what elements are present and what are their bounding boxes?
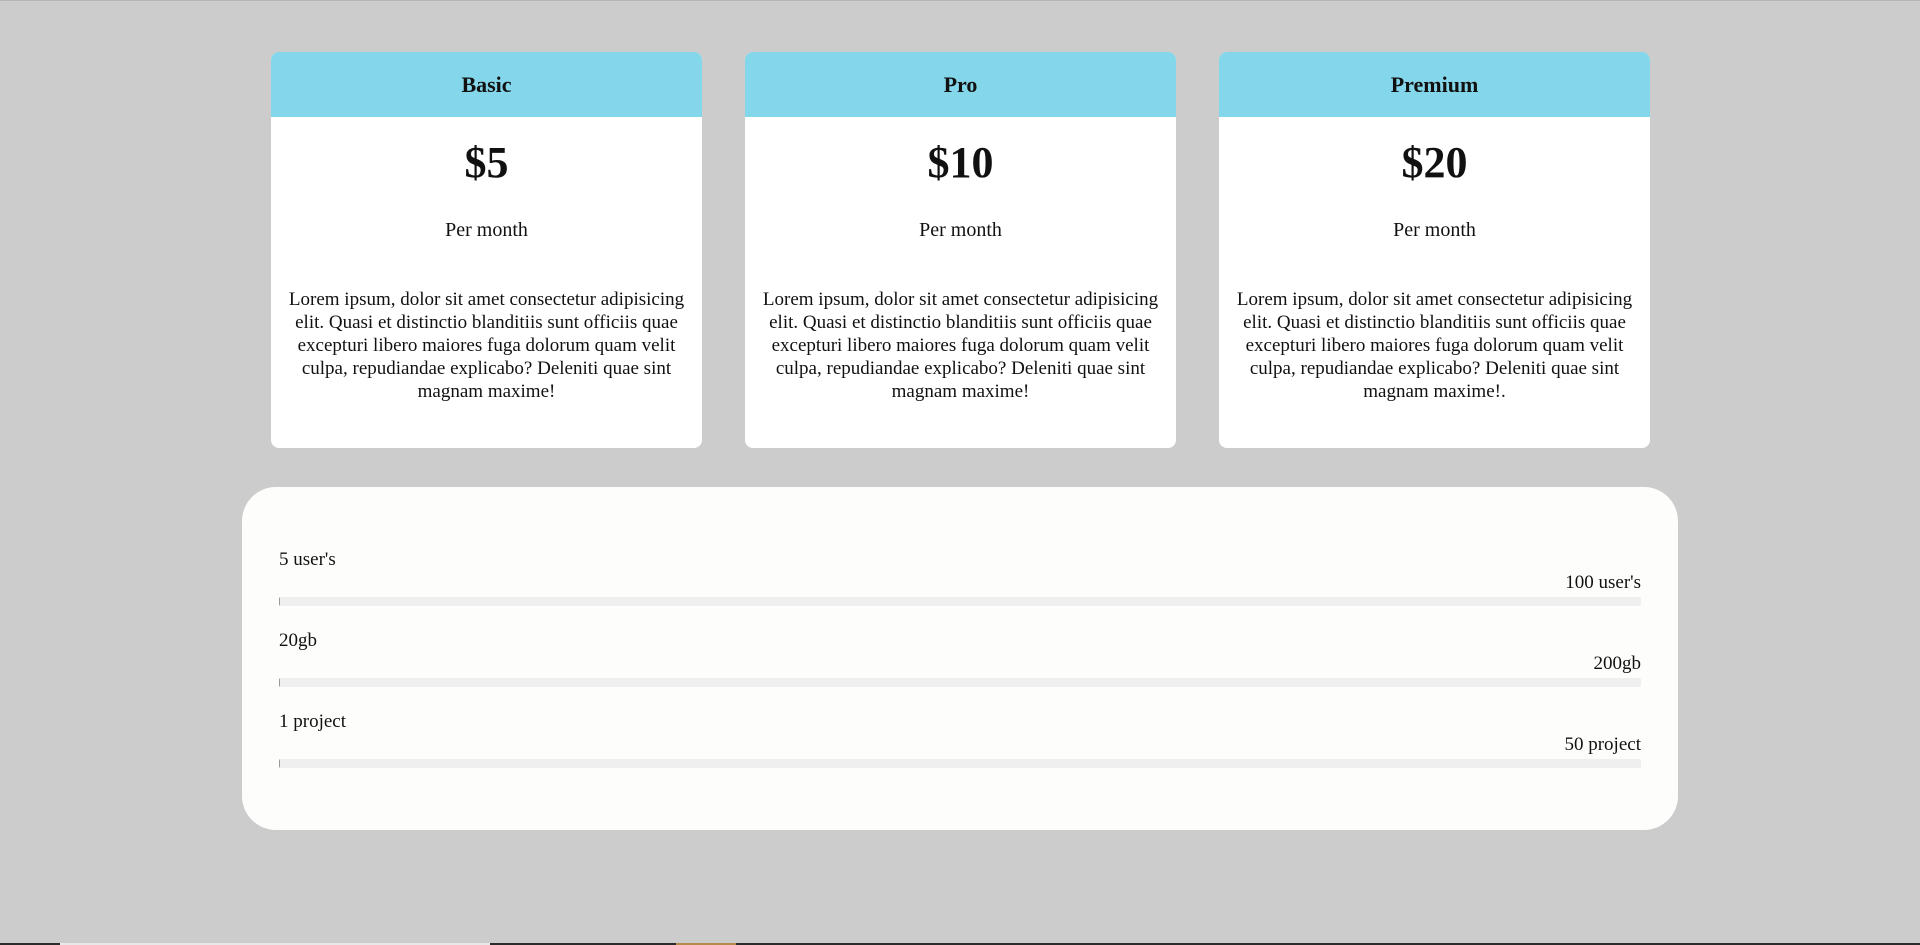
projects-max-label: 50 project [1564, 734, 1641, 755]
storage-progress-fill [279, 678, 280, 687]
plan-name: Basic [271, 52, 702, 117]
storage-min-label: 20gb [279, 630, 317, 651]
users-progress-fill [279, 597, 280, 606]
users-limit [279, 549, 1641, 630]
plan-price: $10 [927, 138, 994, 187]
storage-limit [279, 630, 1641, 711]
projects-progress-bar [279, 759, 1641, 768]
storage-max-label: 200gb [1593, 653, 1641, 674]
plan-card-premium [1219, 52, 1650, 448]
projects-min-label: 1 project [279, 711, 347, 732]
plan-name: Pro [745, 52, 1176, 117]
plan-description: Lorem ipsum, dolor sit amet consectetur adipisicing elit. Quasi et distinctio blanditiis sunt officiis quae excepturi libero maiores fuga dolorum quam velit culpa, repudiandae explicabo? Deleniti quae sint magnam maxime! [288, 289, 685, 402]
plan-limits-panel [242, 487, 1678, 830]
plan-description: Lorem ipsum, dolor sit amet consectetur adipisicing elit. Quasi et distinctio blanditiis sunt officiis quae excepturi libero maiores fuga dolorum quam velit culpa, repudiandae explicabo? Deleniti quae sint magnam maxime! [762, 289, 1159, 402]
storage-progress-bar [279, 678, 1641, 687]
plan-card-pro [745, 52, 1176, 448]
plan-period: Per month [1393, 219, 1476, 241]
plan-card-basic [271, 52, 702, 448]
projects-progress-fill [279, 759, 280, 768]
plan-name: Premium [1219, 52, 1650, 117]
users-progress-bar [279, 597, 1641, 606]
plan-description: Lorem ipsum, dolor sit amet consectetur adipisicing elit. Quasi et distinctio blanditiis sunt officiis quae excepturi libero maiores fuga dolorum quam velit culpa, repudiandae explicabo? Deleniti quae sint magnam maxime!. [1236, 289, 1633, 402]
projects-limit [279, 711, 1641, 792]
plan-period: Per month [919, 219, 1002, 241]
users-max-label: 100 user's [1565, 572, 1641, 593]
plan-price: $5 [464, 138, 509, 187]
plan-price: $20 [1401, 138, 1468, 187]
plan-period: Per month [445, 219, 528, 241]
pricing-cards [271, 52, 1650, 448]
users-min-label: 5 user's [279, 549, 336, 570]
